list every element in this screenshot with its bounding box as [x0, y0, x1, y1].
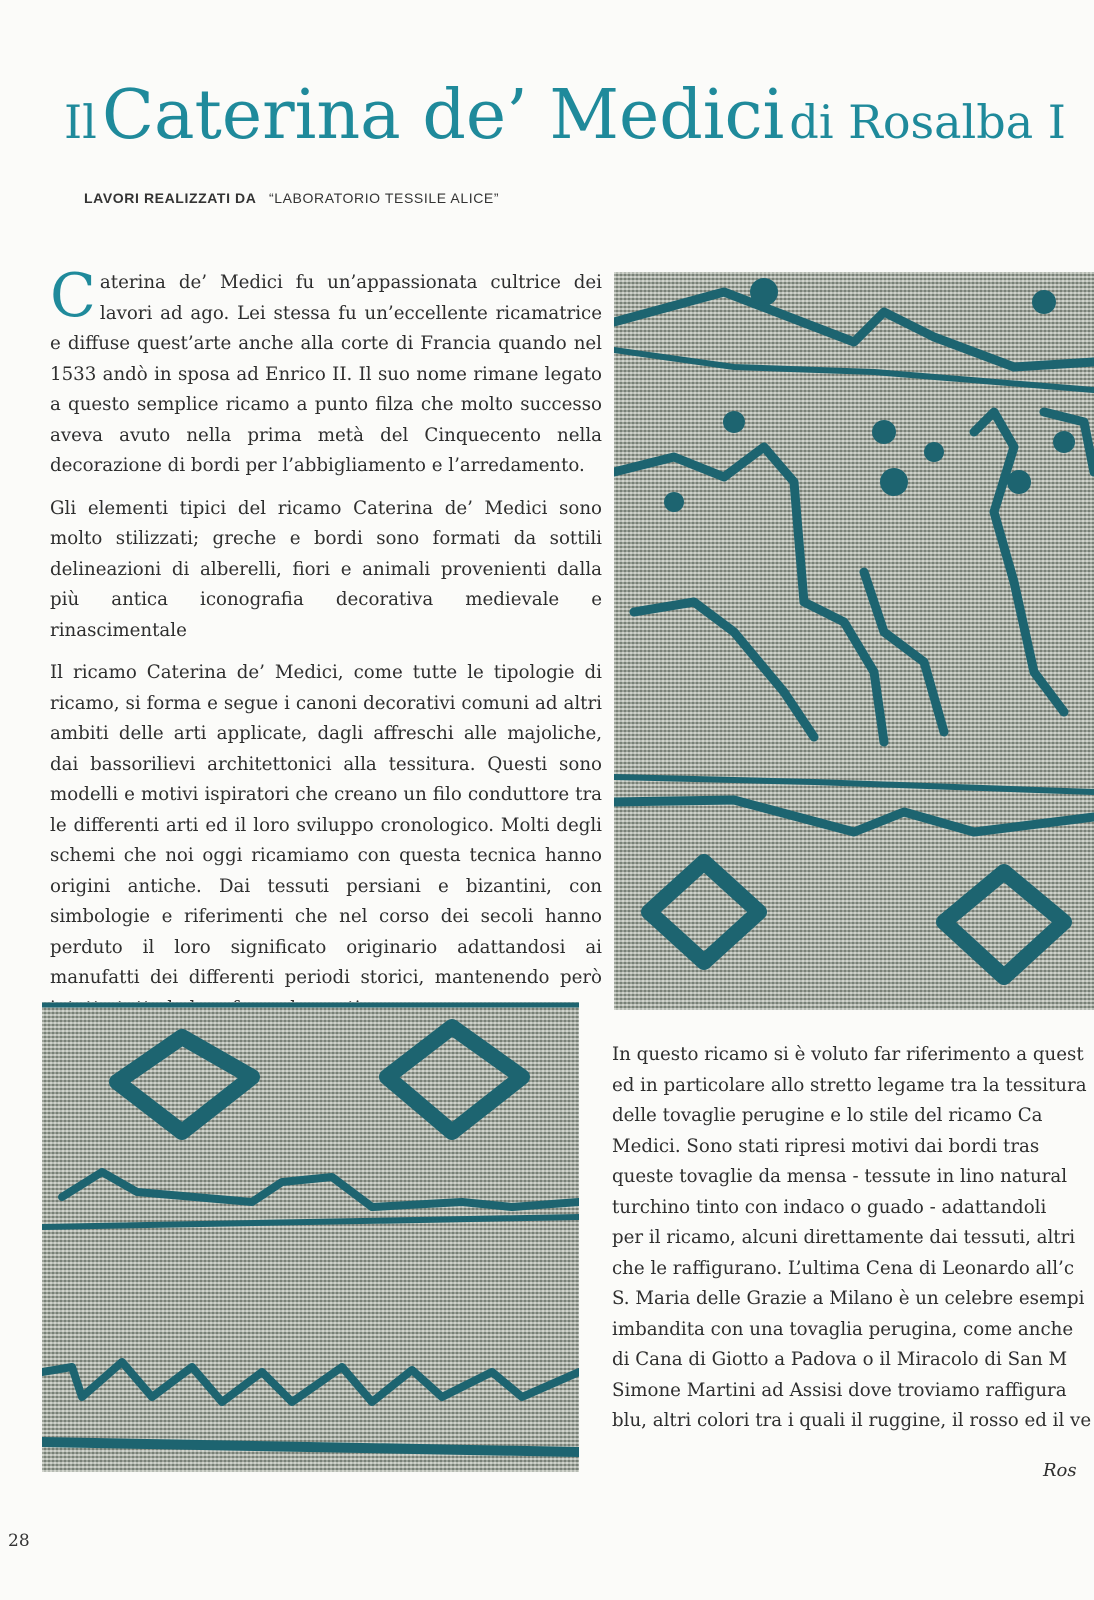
- right-line-13: blu, altri colori tra i quali il ruggine, il rosso ed il ve: [612, 1410, 1092, 1431]
- right-line-6: turchino tinto con indaco o guado - adattandoli: [612, 1196, 1047, 1218]
- title-prefix: Il: [64, 95, 97, 149]
- right-line-12: Simone Martini ad Assisi dove troviamo raffigura: [612, 1379, 1067, 1401]
- embroidery-pattern-left: [42, 1002, 579, 1472]
- right-line-2: ed in particolare allo stretto legame tra la tessitura: [612, 1074, 1087, 1096]
- right-line-10: imbandita con una tovaglia perugina, come anche: [612, 1318, 1074, 1340]
- right-line-3: delle tovaglie perugine e lo stile del ricamo Ca: [612, 1105, 1043, 1126]
- right-line-7: per il ricamo, alcuni direttamente dai tessuti, altri: [612, 1227, 1076, 1248]
- paragraph-2: Gli elementi tipici del ricamo Caterina de’ Medici sono molto stilizzati; greche e bordi sono formati da sottili delineazioni di alberelli, fiori e animali provenienti dalla più antica iconografia decorativa medievale e rinascimentale: [50, 497, 602, 641]
- right-line-8: che le raffigurano. L’ultima Cena di Leonardo all’c: [612, 1257, 1075, 1279]
- drop-cap: C: [50, 261, 96, 331]
- subtitle-source: “LABORATORIO TESSILE ALICE”: [268, 190, 500, 206]
- right-line-1: In questo ricamo si è voluto far riferimento a quest: [612, 1044, 1084, 1065]
- article-title: [64, 76, 1066, 155]
- subtitle-lead: LAVORI REALIZZATI DA: [84, 190, 257, 206]
- author-signature: Ros: [1043, 1460, 1077, 1481]
- right-line-9: S. Maria delle Grazie a Milano è un celebre esempi: [612, 1288, 1085, 1309]
- embroidery-pattern-right: [614, 272, 1094, 1010]
- embroidery-photo-left: [42, 1002, 579, 1472]
- right-text-column: [612, 1040, 1094, 1437]
- embroidery-photo-right: [614, 272, 1094, 1010]
- right-line-5: queste tovaglie da mensa - tessute in lino natural: [612, 1166, 1068, 1187]
- paragraph-3: Il ricamo Caterina de’ Medici, come tutte le tipologie di ricamo, si forma e segue i canoni decorativi comuni ad altri ambiti delle arti applicate, dagli affreschi alle majoliche, dai bassorilievi architettonici alla tessitura. Questi sono modelli e motivi ispiratori che creano un filo conduttore tra le differenti arti ed il loro sviluppo cronologico. Molti degli schemi che noi oggi ricamiamo con questa tecnica hanno origini antiche. Dai tessuti persiani e bizantini, con simbologie e riferimenti che nel corso dei secoli hanno perduto il loro significato originario adattandosi ai manufatti dei differenti periodi storici, mantenendo però: [50, 662, 602, 988]
- paragraph-1: [50, 261, 602, 482]
- right-line-11: di Cana di Giotto a Padova o il Miracolo di San M: [612, 1349, 1068, 1370]
- paragraph-1-text: aterina de’ Medici fu un’appassionata cultrice dei lavori ad ago. Lei stessa fu un’eccellente ricamatrice e diffuse quest’arte anche alla corte di Francia quando nel 1533 andò in sposa ad Enrico II. Il suo nome rimane legato a questo semplice ricamo a punto filza che molto successo aveva avuto nella prima metà del Cinquecento nella decorazione di bordi per l’abbigliamento e l’arredamento.: [50, 272, 602, 476]
- article-subtitle: [84, 190, 499, 206]
- title-main: Caterina de’ Medici: [101, 76, 785, 155]
- title-suffix: di Rosalba I: [789, 95, 1066, 149]
- left-text-column: [50, 261, 602, 1036]
- page-number: 28: [8, 1531, 30, 1551]
- right-line-4: Medici. Sono stati ripresi motivi dai bordi tras: [612, 1135, 1040, 1157]
